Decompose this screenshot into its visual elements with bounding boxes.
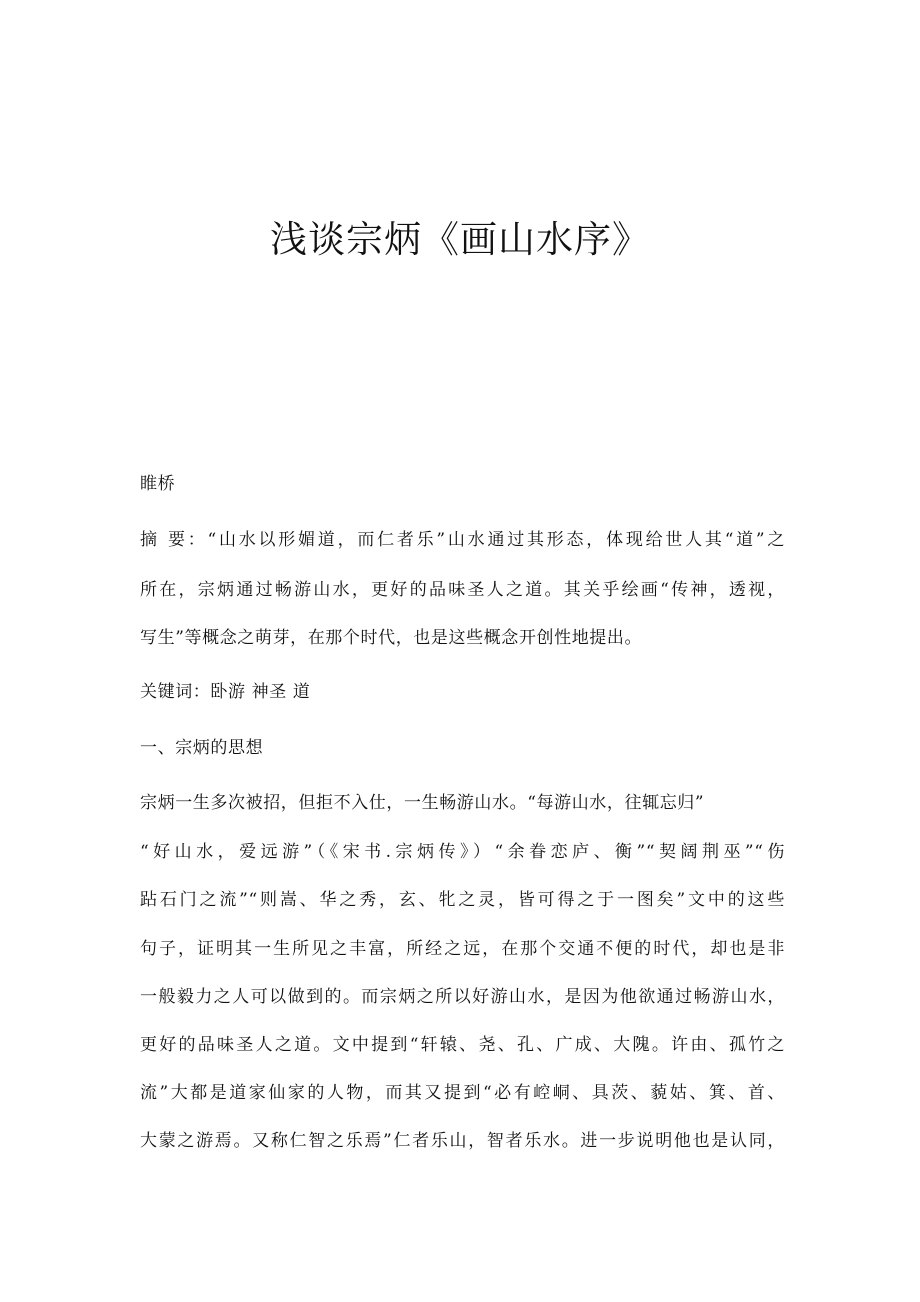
abstract-line-3: 写生”等概念之萌芽，在那个时代，也是这些概念开创性地提出。 xyxy=(140,628,643,648)
document-title: 浅谈宗炳《画山水序》 xyxy=(270,218,650,261)
body-line-2: “好山水，爱远游”（《宋书.宗炳传》）“余眷恋庐、衡”“契阔荆巫”“伤 xyxy=(140,842,785,862)
keywords: 关键词：卧游 神圣 道 xyxy=(140,682,311,702)
body-line-7: 流”大都是道家仙家的人物，而其又提到“必有崆峒、具茨、藐姑、箕、首、 xyxy=(140,1083,785,1103)
abstract-line-2: 所在，宗炳通过畅游山水，更好的品味圣人之道。其关乎绘画“传神，透视， xyxy=(140,580,785,600)
body-line-3: 跕石门之流”“则嵩、华之秀，玄、牝之灵，皆可得之于一图矣”文中的这些 xyxy=(140,890,785,910)
body-line-8: 大蒙之游焉。又称仁智之乐焉”仁者乐山，智者乐水。进一步说明他也是认同， xyxy=(140,1131,785,1151)
body-line-4: 句子，证明其一生所见之丰富，所经之远，在那个交通不便的时代，却也是非 xyxy=(140,939,785,959)
abstract-line-1: 摘 要：“山水以形媚道，而仁者乐”山水通过其形态，体现给世人其“道”之 xyxy=(140,530,785,550)
body-line-5: 一般毅力之人可以做到的。而宗炳之所以好游山水，是因为他欲通过畅游山水， xyxy=(140,987,785,1007)
body-line-1: 宗炳一生多次被招，但拒不入仕，一生畅游山水。“每游山水，往辄忘归” xyxy=(140,793,705,813)
section-heading: 一、宗炳的思想 xyxy=(140,738,264,758)
body-line-6: 更好的品味圣人之道。文中提到“轩辕、尧、孔、广成、大隗。许由、孤竹之 xyxy=(140,1035,785,1055)
author-name: 睢桥 xyxy=(140,474,176,494)
